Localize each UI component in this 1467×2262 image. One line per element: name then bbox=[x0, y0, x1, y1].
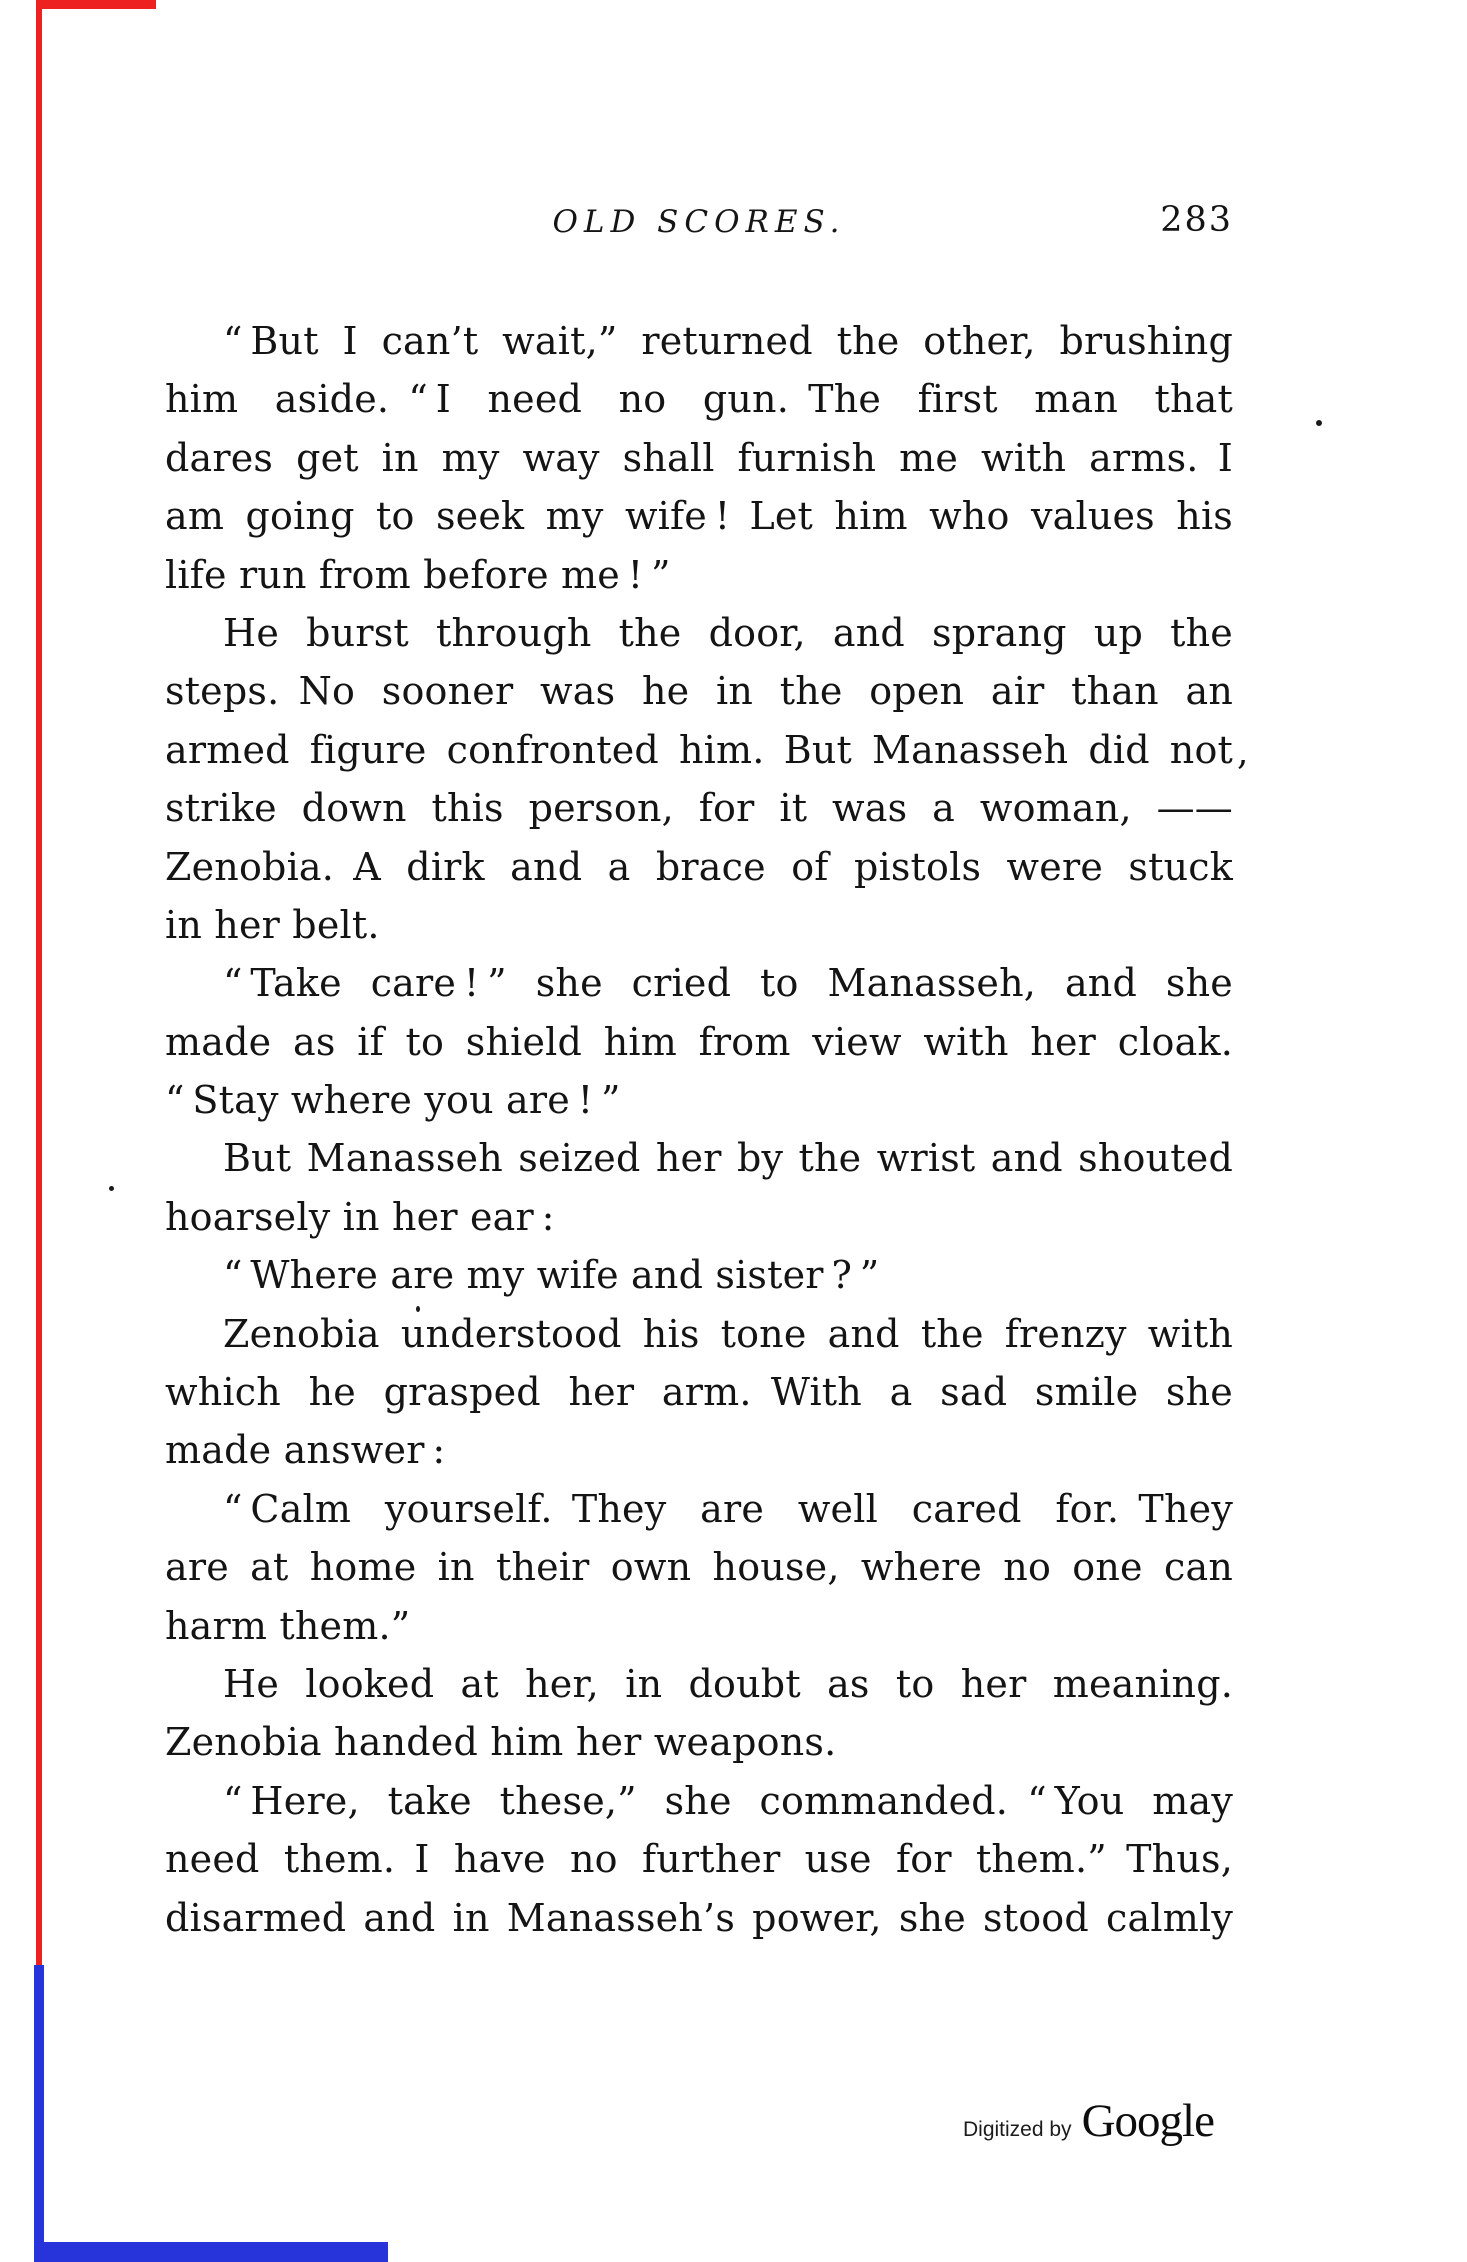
text-line: “ Where are my wife and sister ? ” bbox=[223, 1253, 880, 1298]
text-line: armed figure confronted him. But Manasseh did not bbox=[165, 727, 1233, 772]
page-body bbox=[165, 312, 1233, 1947]
text-line: made answer : bbox=[165, 1428, 446, 1473]
watermark-prefix: Digitized by bbox=[963, 2118, 1072, 2141]
text-line: made as if to shield him from view with her cloak. bbox=[165, 1019, 1233, 1064]
text-line: harm them.” bbox=[165, 1603, 411, 1648]
ink-speck bbox=[416, 1306, 420, 1312]
text-line: “ But I can’t wait,” returned the other, brushing bbox=[223, 319, 1233, 363]
text-line: dares get in my way shall furnish me with arms. I bbox=[165, 435, 1233, 480]
text-line: him aside. “ I need no gun. The first man that bbox=[165, 377, 1233, 422]
text-line: Zenobia. A dirk and a brace of pistols were stuck bbox=[165, 844, 1233, 889]
watermark bbox=[963, 2094, 1214, 2148]
text-line: He looked at her, in doubt as to her meaning. bbox=[223, 1661, 1233, 1706]
text-line: strike down this person, for it was a woman, —— bbox=[165, 786, 1233, 831]
scan-edge-red-top-tick bbox=[36, 0, 156, 9]
scan-edge-blue-vertical bbox=[34, 1965, 44, 2262]
text-line: are at home in their own house, where no one can bbox=[165, 1545, 1233, 1590]
text-line: “ Here, take these,” she commanded. “ You may bbox=[223, 1778, 1233, 1823]
text-line: need them. I have no further use for them.” Thus, bbox=[165, 1837, 1233, 1882]
text-line: “ Calm yourself. They are well cared for. They bbox=[223, 1486, 1233, 1531]
text-line: He burst through the door, and sprang up the bbox=[223, 610, 1233, 655]
text-line: which he grasped her arm. With a sad smile she bbox=[165, 1370, 1233, 1415]
text-line: steps. No sooner was he in the open air than an bbox=[165, 669, 1233, 714]
text-line: hoarsely in her ear : bbox=[165, 1194, 555, 1239]
ink-speck: , bbox=[1237, 732, 1249, 773]
text-line: life run from before me ! ” bbox=[165, 552, 671, 597]
ink-speck bbox=[109, 1186, 114, 1191]
scan-edge-blue-bottom-bar bbox=[36, 2242, 388, 2262]
text-line: disarmed and in Manasseh’s power, she stood calmly bbox=[165, 1895, 1233, 1940]
text-line: “ Take care ! ” she cried to Manasseh, and she bbox=[223, 961, 1233, 1006]
text-line: am going to seek my wife ! Let him who values his bbox=[165, 494, 1233, 539]
text-line: in her belt. bbox=[165, 902, 380, 947]
text-line: “ Stay where you are ! ” bbox=[165, 1078, 621, 1123]
text-line: Zenobia handed him her weapons. bbox=[165, 1720, 837, 1765]
running-title: OLD SCORES. bbox=[552, 204, 846, 240]
text-line: Zenobia understood his tone and the frenzy with bbox=[223, 1311, 1233, 1356]
page-header bbox=[165, 200, 1233, 252]
page-number: 283 bbox=[1160, 200, 1233, 240]
google-logo: Google bbox=[1081, 2095, 1214, 2147]
scan-edge-red-vertical bbox=[36, 0, 42, 1965]
text-line: But Manasseh seized her by the wrist and shouted bbox=[223, 1136, 1233, 1181]
ink-speck bbox=[1316, 420, 1322, 426]
